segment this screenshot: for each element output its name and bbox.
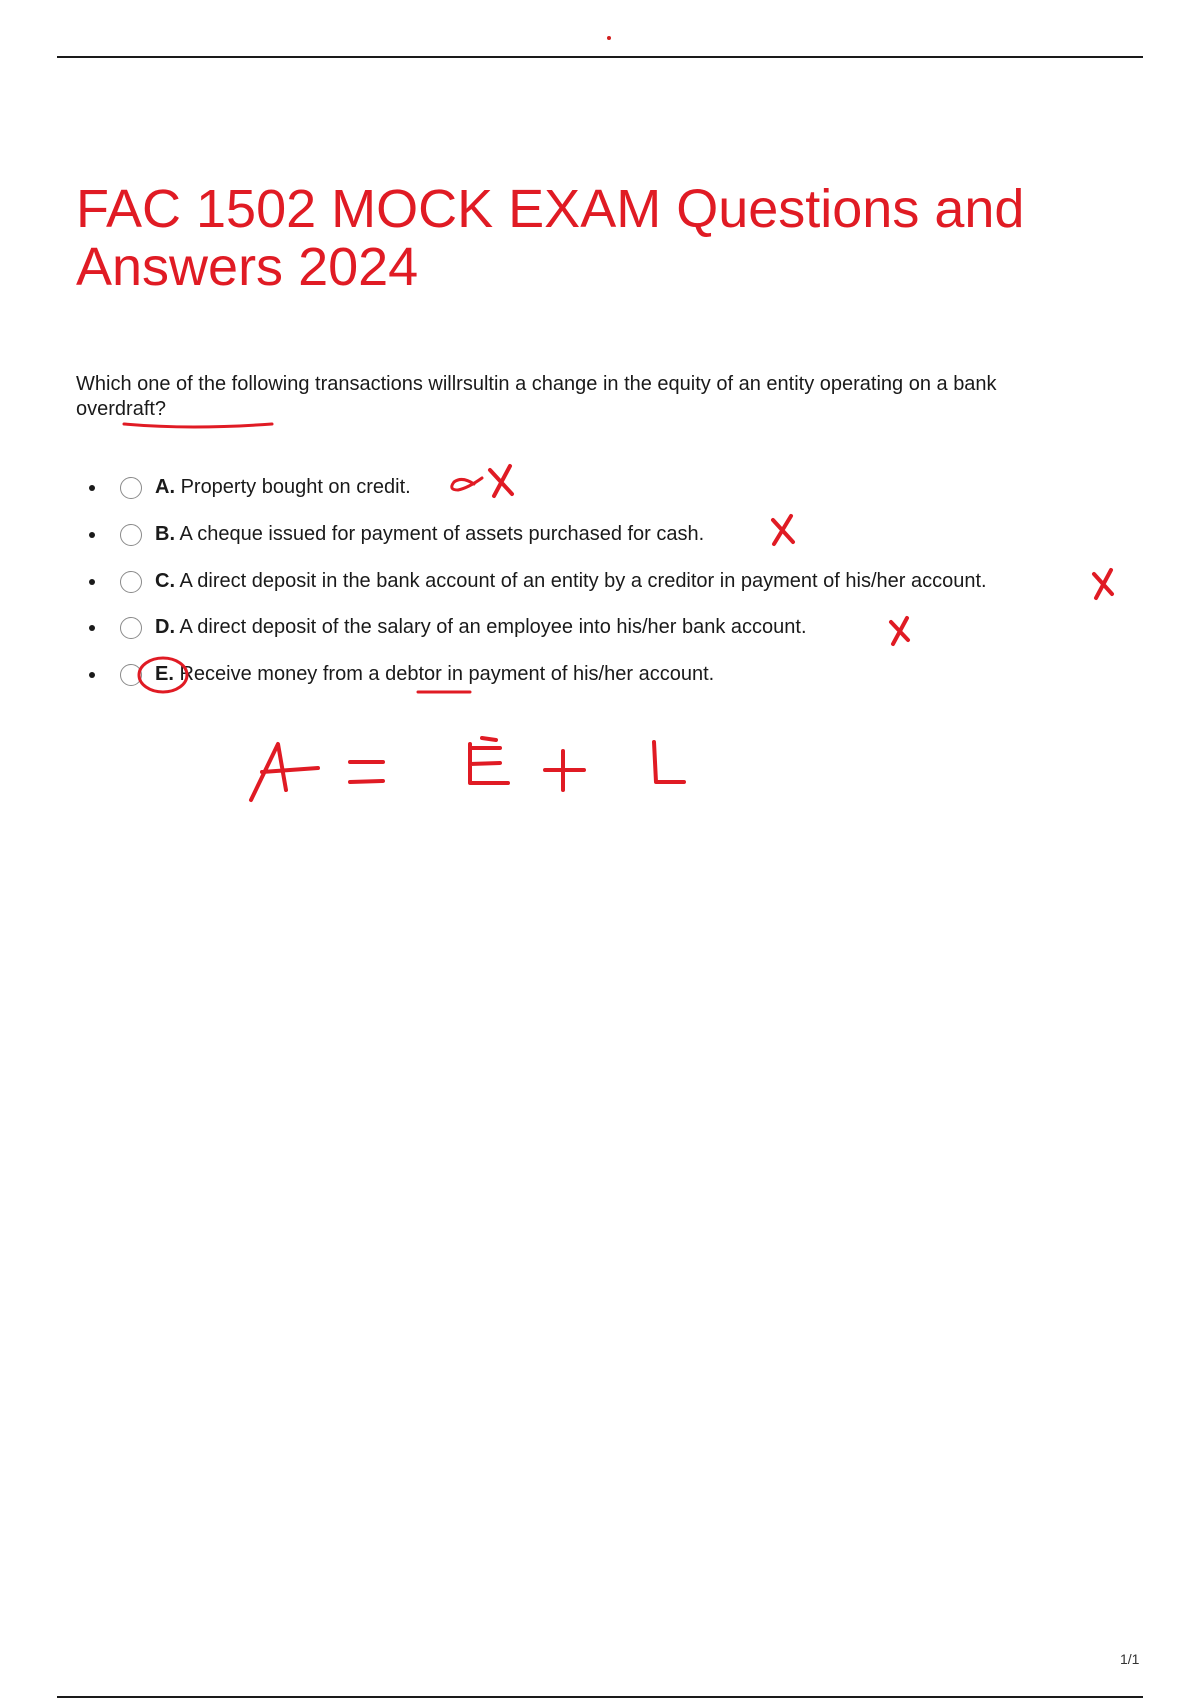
option-e: [0, 657, 1200, 689]
option-text: [155, 614, 807, 640]
option-label: A cheque issued for payment of assets purchased for cash.: [179, 523, 705, 545]
radio-option-c[interactable]: [120, 571, 142, 593]
option-c: [0, 564, 1200, 596]
option-a: [0, 470, 1200, 502]
radio-option-b[interactable]: [120, 524, 142, 546]
bullet: [89, 672, 95, 678]
option-letter: A.: [155, 476, 175, 498]
question-text: Which one of the following transactions willrsultin a change in the equity of an entity operating on a bank overdraft?: [76, 373, 997, 420]
page-title: FAC 1502 MOCK EXAM Questions and Answers 2024: [76, 179, 1025, 297]
option-label: Receive money from a debtor in payment of his/her account.: [179, 663, 715, 685]
option-text: [155, 568, 987, 594]
option-b: [0, 517, 1200, 549]
option-d: [0, 610, 1200, 642]
option-label: A direct deposit in the bank account of an entity by a creditor in payment of his/her account.: [179, 570, 987, 592]
bullet: [89, 532, 95, 538]
header-dot: [607, 36, 611, 40]
bullet: [89, 579, 95, 585]
radio-option-d[interactable]: [120, 617, 142, 639]
footer-rule: [57, 1696, 1143, 1698]
underline-bank-overdraft: [124, 424, 272, 427]
option-text: [155, 521, 704, 547]
option-text: [155, 474, 411, 500]
radio-option-e[interactable]: [120, 664, 142, 686]
option-label: A direct deposit of the salary of an employee into his/her bank account.: [179, 616, 807, 638]
bullet: [89, 485, 95, 491]
option-letter: D.: [155, 616, 175, 638]
bullet: [89, 625, 95, 631]
equation-a-equals-e-plus-l: [251, 738, 684, 800]
option-letter: E.: [155, 663, 174, 685]
header-rule: [57, 56, 1143, 58]
option-text: [155, 661, 714, 687]
page-number: 1/1: [1120, 1651, 1140, 1667]
option-letter: B.: [155, 523, 175, 545]
option-label: Property bought on credit.: [180, 476, 411, 498]
option-letter: C.: [155, 570, 175, 592]
radio-option-a[interactable]: [120, 477, 142, 499]
